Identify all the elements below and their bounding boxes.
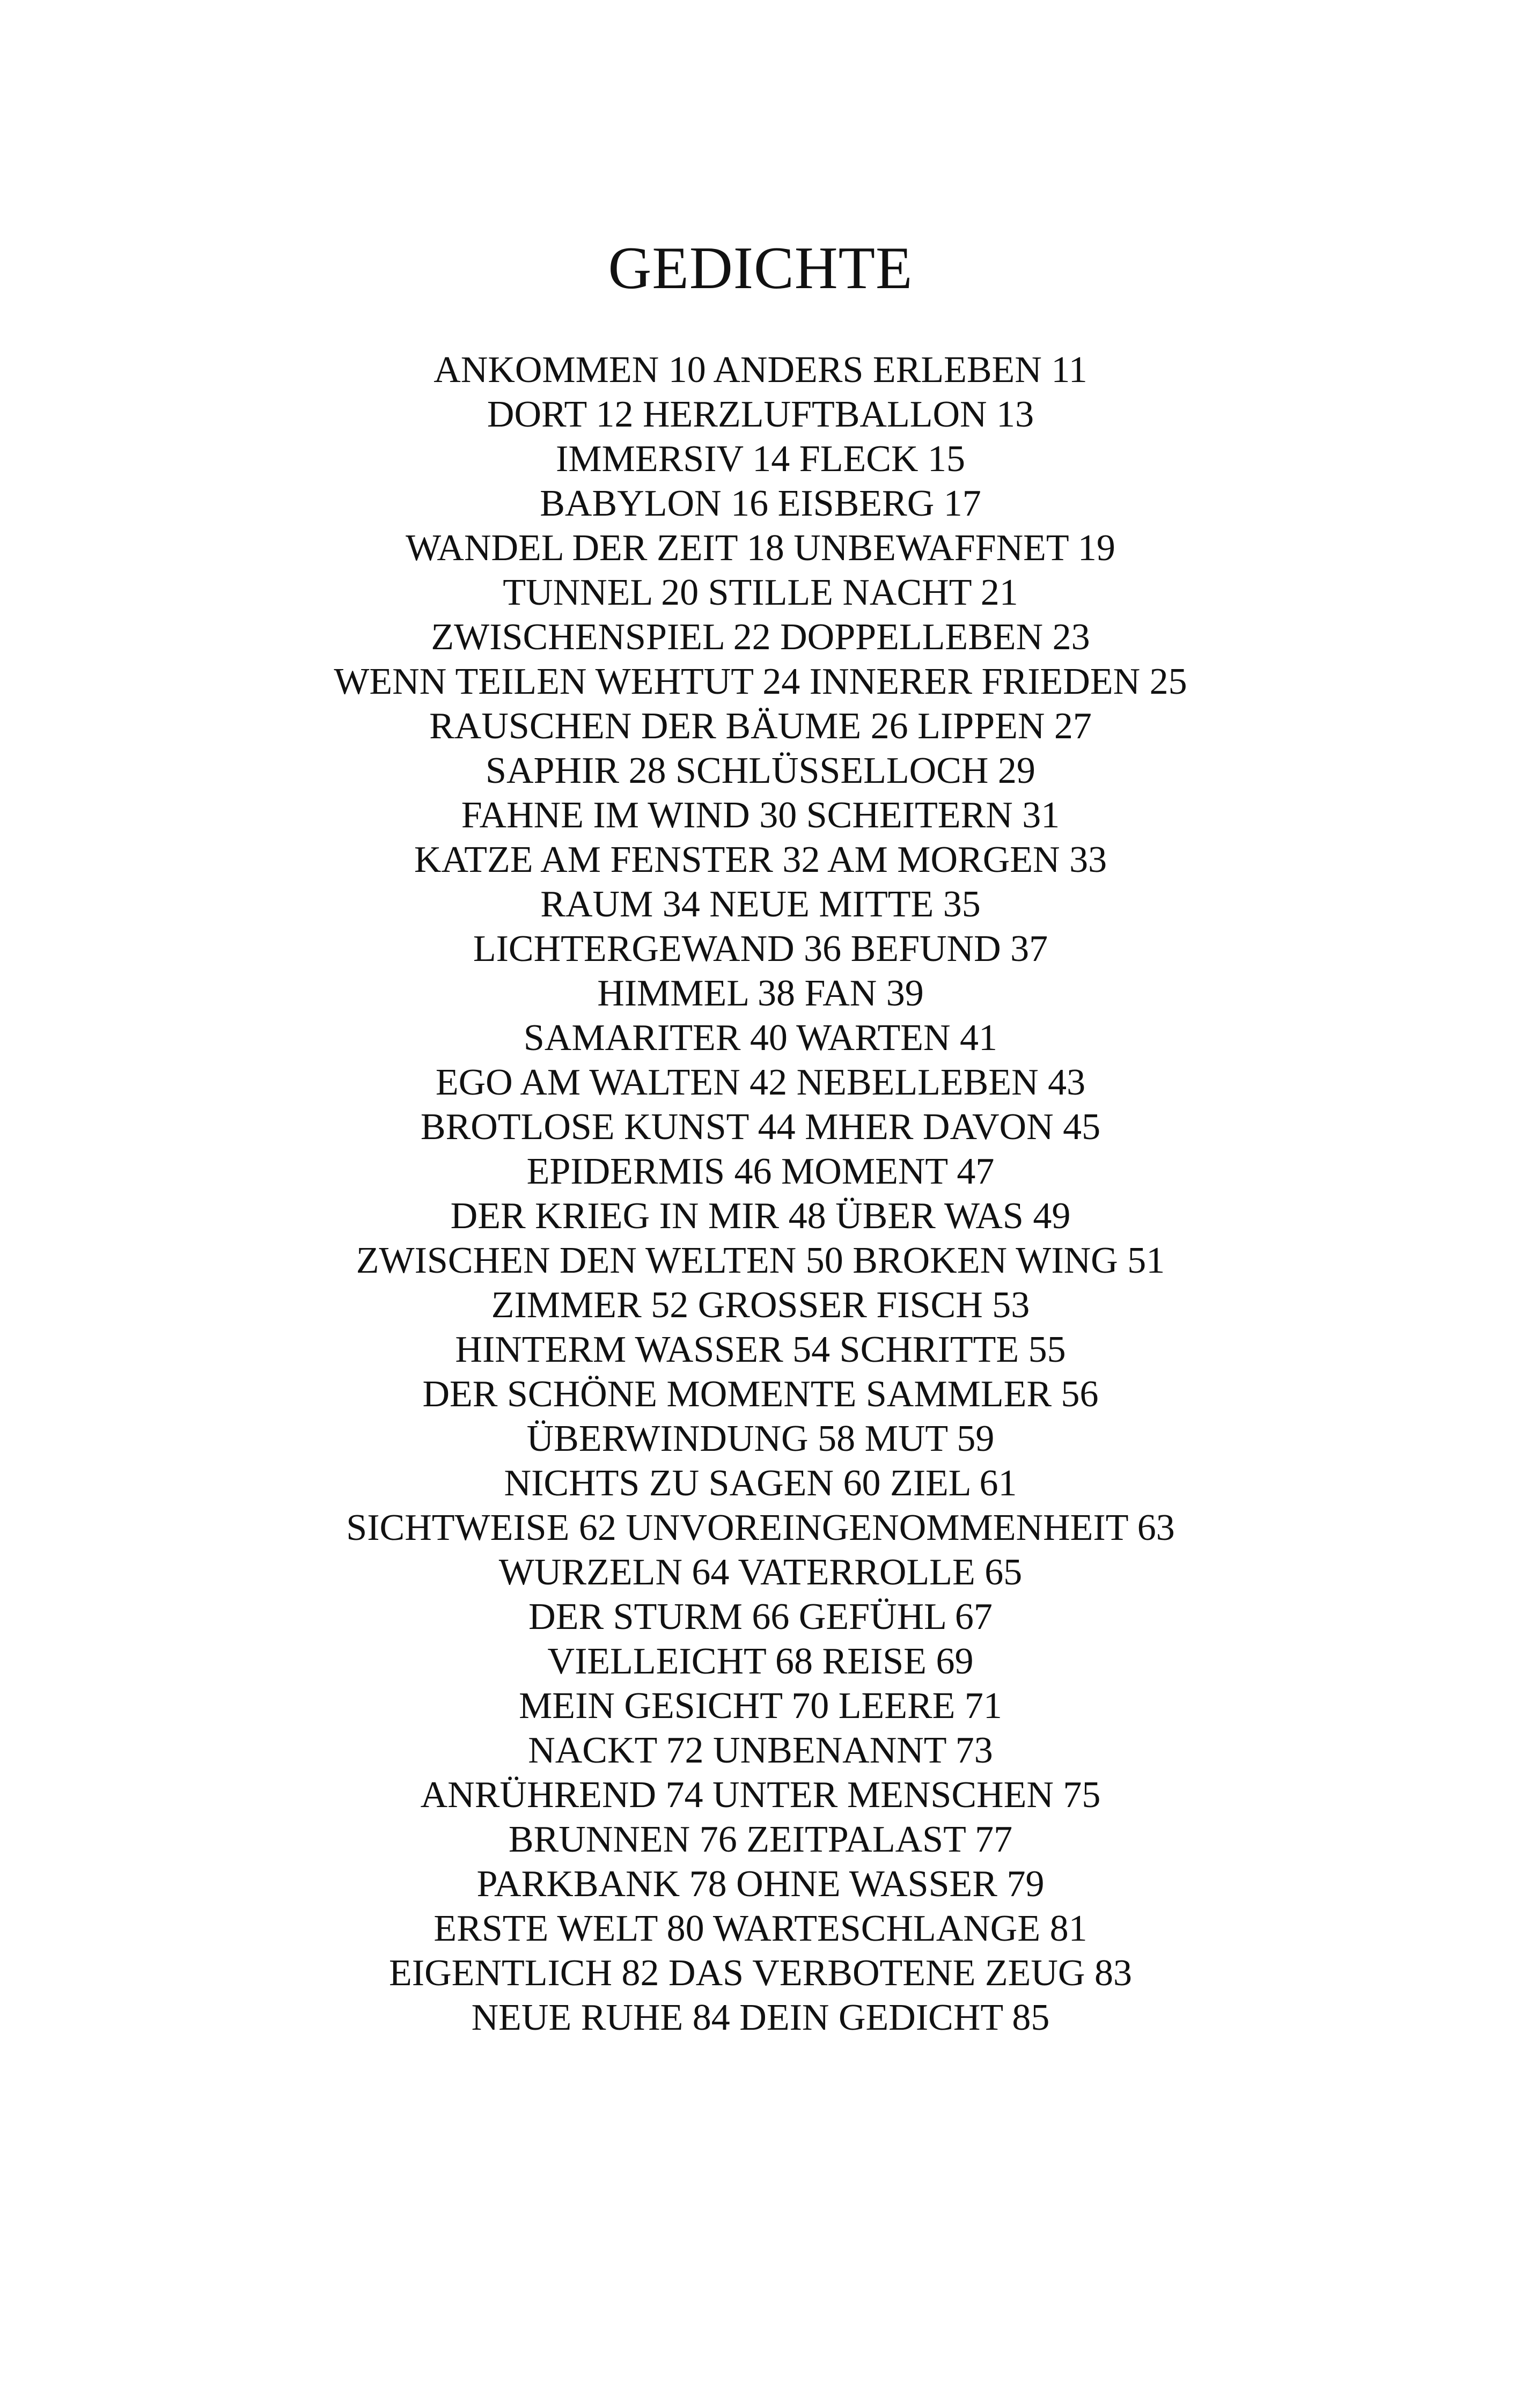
toc-line: BRUNNEN 76 ZEITPALAST 77 xyxy=(508,1819,1013,1860)
toc-line: VIELLEICHT 68 REISE 69 xyxy=(547,1641,974,1682)
toc-line: EGO AM WALTEN 42 NEBELLEBEN 43 xyxy=(435,1062,1086,1103)
toc-line: WENN TEILEN WEHTUT 24 INNERER FRIEDEN 25 xyxy=(334,661,1187,702)
toc-line: PARKBANK 78 OHNE WASSER 79 xyxy=(476,1863,1045,1905)
toc-line: DER KRIEG IN MIR 48 ÜBER WAS 49 xyxy=(450,1195,1071,1237)
toc-line: BABYLON 16 EISBERG 17 xyxy=(540,483,981,524)
toc-line: MEIN GESICHT 70 LEERE 71 xyxy=(519,1685,1002,1727)
toc-line: WANDEL DER ZEIT 18 UNBEWAFFNET 19 xyxy=(406,527,1115,569)
toc-line: ZIMMER 52 GROSSER FISCH 53 xyxy=(491,1284,1030,1326)
toc-line: SAMARITER 40 WARTEN 41 xyxy=(523,1017,998,1059)
toc-line: NACKT 72 UNBENANNT 73 xyxy=(528,1730,993,1771)
table-of-contents xyxy=(0,348,1521,2040)
toc-line: ÜBERWINDUNG 58 MUT 59 xyxy=(526,1418,995,1459)
toc-line: ANKOMMEN 10 ANDERS ERLEBEN 11 xyxy=(433,349,1088,391)
toc-line: WURZELN 64 VATERROLLE 65 xyxy=(498,1552,1023,1593)
toc-line: DORT 12 HERZLUFTBALLON 13 xyxy=(487,394,1034,435)
toc-line: NICHTS ZU SAGEN 60 ZIEL 61 xyxy=(504,1463,1017,1504)
toc-line: SICHTWEISE 62 UNVOREINGENOMMENHEIT 63 xyxy=(346,1507,1175,1548)
toc-line: BROTLOSE KUNST 44 MHER DAVON 45 xyxy=(420,1106,1101,1148)
toc-line: EIGENTLICH 82 DAS VERBOTENE ZEUG 83 xyxy=(389,1952,1132,1994)
toc-line: HINTERM WASSER 54 SCHRITTE 55 xyxy=(455,1329,1066,1370)
toc-line: NEUE RUHE 84 DEIN GEDICHT 85 xyxy=(471,1997,1050,2038)
toc-line: RAUSCHEN DER BÄUME 26 LIPPEN 27 xyxy=(429,706,1092,747)
toc-line: ERSTE WELT 80 WARTESCHLANGE 81 xyxy=(433,1908,1088,1949)
toc-line: KATZE AM FENSTER 32 AM MORGEN 33 xyxy=(414,839,1107,880)
toc-line: LICHTERGEWAND 36 BEFUND 37 xyxy=(473,928,1048,970)
toc-line: TUNNEL 20 STILLE NACHT 21 xyxy=(503,572,1018,613)
toc-line: IMMERSIV 14 FLECK 15 xyxy=(556,438,965,480)
toc-line: SAPHIR 28 SCHLÜSSELLOCH 29 xyxy=(486,750,1035,791)
toc-line: DER SCHÖNE MOMENTE SAMMLER 56 xyxy=(422,1374,1099,1415)
toc-line: EPIDERMIS 46 MOMENT 47 xyxy=(526,1151,995,1192)
page-title: GEDICHTE xyxy=(608,235,913,302)
toc-line: ZWISCHENSPIEL 22 DOPPELLEBEN 23 xyxy=(431,616,1090,658)
toc-line: ZWISCHEN DEN WELTEN 50 BROKEN WING 51 xyxy=(356,1240,1165,1281)
toc-line: RAUM 34 NEUE MITTE 35 xyxy=(540,884,981,925)
toc-line: HIMMEL 38 FAN 39 xyxy=(597,973,924,1014)
toc-line: FAHNE IM WIND 30 SCHEITERN 31 xyxy=(461,795,1060,836)
toc-line: DER STURM 66 GEFÜHL 67 xyxy=(528,1596,993,1638)
toc-line: ANRÜHREND 74 UNTER MENSCHEN 75 xyxy=(420,1774,1101,1816)
